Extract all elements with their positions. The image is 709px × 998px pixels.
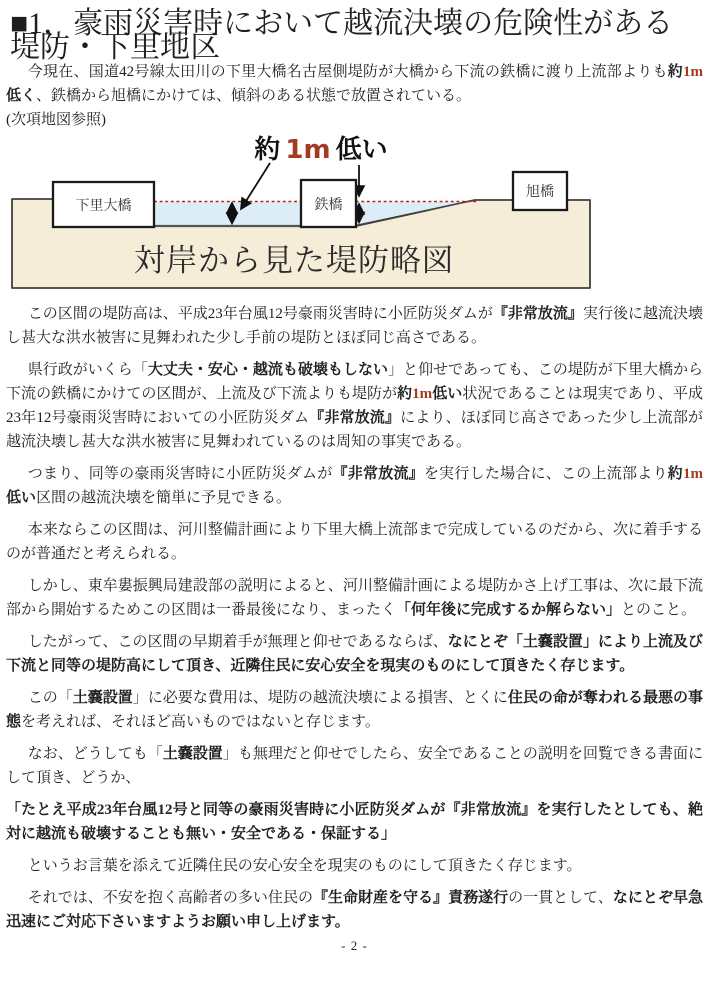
text-run: 約 <box>667 64 683 80</box>
text-run: 大丈夫・安心・越流も破壊もしない <box>147 362 388 378</box>
text-run: 1m <box>682 466 703 482</box>
section-heading: ■1．豪雨災害時において越流決壊の危険性がある堤防・下里地区 <box>10 7 674 64</box>
text-run: 、鉄橋から旭橋にかけては、傾斜のある状態で放置されている。 <box>36 88 472 104</box>
text-run: 約 <box>667 466 683 482</box>
text-run: 区間の越流決壊を簡単に予見できる。 <box>36 490 292 506</box>
text-run: なお、どうしても「 <box>27 746 163 762</box>
text-run: 県行政がいくら「 <box>27 362 148 378</box>
text-run: なにとぞ早急迅速にご対応下さいますようお願い申し上げます。 <box>6 890 703 930</box>
text-run: とのこと。 <box>621 602 697 618</box>
paragraph-sandbag-request <box>6 630 703 678</box>
text-run: しかし、東牟婁振興局建設部の説明によると、河川整備計画による堤防かさ上げ工事は、次に最下流部から開始するためこの区間は一番最後になり、まったく <box>6 578 703 618</box>
paragraph-guarantee-quote <box>6 798 703 846</box>
paragraph-same-height <box>6 302 703 350</box>
text-run: (次項地図参照) <box>6 112 106 128</box>
text-run: 」と仰せであっても、この堤防が下里大橋から下流の鉄橋にかけての区間が、上流及び下流よりも堤防が <box>6 362 703 402</box>
text-run: 『非常放流』 <box>492 306 583 322</box>
text-run: というお言葉を添えて近隣住民の安心安全を現実のものにして頂きたく存じます。 <box>27 858 582 874</box>
diagram-title: 対岸から見た堤防略図 <box>134 243 454 279</box>
text-run: を考えれば、それほど高いものではないと存じます。 <box>21 714 380 730</box>
text-run: により、ほぼ同じ高さであった少し上流部が越流決壊し甚大な洪水被害に見舞われているのは周知の事実である。 <box>6 410 703 450</box>
text-run: 住民の命が奪われる最悪の事態 <box>6 690 703 730</box>
paragraph-with-words <box>6 854 703 878</box>
text-run: この「 <box>27 690 73 706</box>
text-run: 」に必要な費用は、堤防の越流決壊による損害、とくに <box>132 690 508 706</box>
paragraph-map-note <box>6 108 703 132</box>
text-run: 土嚢設置 <box>72 690 133 706</box>
text-run: 低い <box>432 386 463 402</box>
text-run: それでは、不安を抱く高齢者の多い住民の <box>27 890 313 906</box>
levee-diagram <box>8 132 600 292</box>
text-run: 土嚢設置 <box>162 746 223 762</box>
text-run: したがって、この区間の早期着手が無理と仰せであるならば、 <box>27 634 448 650</box>
text-run: を実行した場合に、この上流部より <box>423 466 668 482</box>
text-run: 1m <box>683 64 703 80</box>
text-run: 『非常放流』 <box>332 466 424 482</box>
text-run: 今現在、国道42号線太田川の下里大橋名古屋側堤防が大橋から下流の鉄橋に渡り上流部よりも <box>27 64 668 80</box>
paragraph-river-plan <box>6 518 703 566</box>
text-run: 」も無理だと仰せでしたら、安全であることの説明を回覧できる書面にして頂き、どうか、 <box>6 746 703 786</box>
paragraph-prediction <box>6 462 703 510</box>
diagram-caption: 約 1m 低い <box>254 135 388 165</box>
paragraph-intro <box>6 60 703 108</box>
bridge-label-asahi: 旭橋 <box>526 184 554 200</box>
paragraph-construction-order <box>6 574 703 622</box>
bridge-label-shimosato: 下里大橋 <box>75 198 132 214</box>
paragraph-closing-request <box>6 886 703 934</box>
paragraph-sandbag-cost <box>6 686 703 734</box>
text-run: 低い <box>6 490 37 506</box>
text-run: 『非常放流』 <box>309 410 401 426</box>
text-run: の一貫として、 <box>508 890 613 906</box>
text-run: 「たとえ平成23年台風12号と同等の豪雨災害時に小匠防災ダムが『非常放流』を実行したとしても、絶対に越流も破壊することも無い・安全である・保証する」 <box>6 802 703 842</box>
text-run: なにとぞ「土嚢設置」により上流及び下流と同等の堤防高にして頂き、近隣住民に安心安全を現実のものにして頂きたく存じます。 <box>6 634 703 674</box>
paragraph-written-guarantee <box>6 742 703 790</box>
text-run: 状況であることは現実であり、平成23年12号豪雨災害時においての小匠防災ダム <box>6 386 703 426</box>
text-run: 1m <box>412 386 433 402</box>
text-run: 本来ならこの区間は、河川整備計画により下里大橋上流部まで完成しているのだから、次に着手するのが普通だと考えられる。 <box>6 522 703 562</box>
text-run: 低く <box>6 88 37 104</box>
text-run: この区間の堤防高は、平成23年台風12号豪雨災害時に小匠防災ダムが <box>27 306 493 322</box>
text-run: 『生命財産を守る』責務遂行 <box>312 890 509 906</box>
text-run: 「何年後に完成するか解らない」 <box>396 602 622 618</box>
text-run: つまり、同等の豪雨災害時に小匠防災ダムが <box>27 466 333 482</box>
text-run: 実行後に越流決壊し甚大な洪水被害に見舞われた少し手前の堤防とほぼ同じ高さである。 <box>6 306 703 346</box>
paragraph-prefecture-claim <box>6 358 703 454</box>
text-run: 約 <box>397 386 413 402</box>
levee-diagram-svg <box>8 132 600 292</box>
page-number: - 2 - <box>341 938 368 953</box>
bridge-label-tekkyo: 鉄橋 <box>314 197 343 213</box>
